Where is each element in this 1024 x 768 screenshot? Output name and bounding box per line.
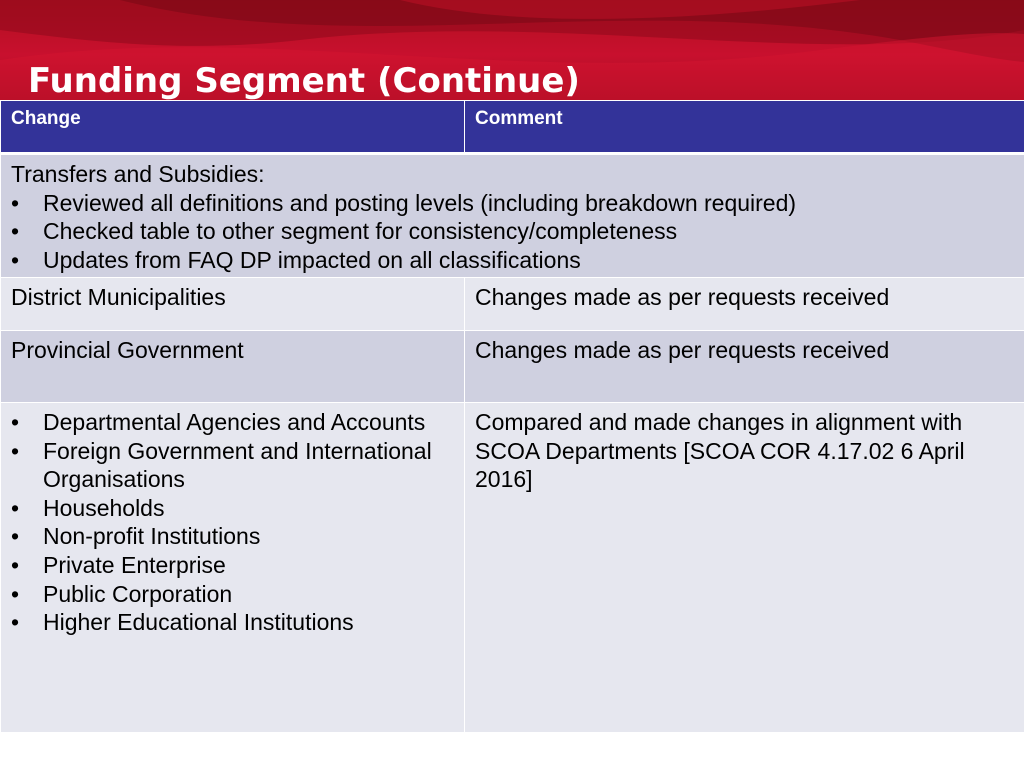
transfers-bullet-list	[11, 189, 1014, 275]
header-change: Change	[1, 101, 465, 154]
table-header-row	[1, 101, 1024, 154]
list-item: • Departmental Agencies and Accounts	[11, 408, 454, 437]
cell-comment-district: Changes made as per requests received	[465, 278, 1024, 331]
list-item: • Higher Educational Institutions	[11, 608, 454, 637]
table-row-transfers	[1, 154, 1024, 278]
list-item: • Households	[11, 494, 454, 523]
cell-change-provincial: Provincial Government	[1, 331, 465, 403]
list-item: • Private Enterprise	[11, 551, 454, 580]
table-row-departments	[1, 403, 1024, 733]
cell-comment-provincial: Changes made as per requests received	[465, 331, 1024, 403]
list-item: • Updates from FAQ DP impacted on all classifications	[11, 246, 1014, 275]
list-item: • Checked table to other segment for consistency/completeness	[11, 217, 1014, 246]
cell-transfers	[1, 154, 1024, 278]
cell-comment-departments: Compared and made changes in alignment with SCOA Departments [SCOA COR 4.17.02 6 April 2016]	[465, 403, 1024, 733]
table-row-provincial	[1, 331, 1024, 403]
list-item: • Foreign Government and International Organisations	[11, 437, 454, 494]
header-comment: Comment	[465, 101, 1024, 154]
list-item: • Reviewed all definitions and posting levels (including breakdown required)	[11, 189, 1014, 218]
list-item: • Public Corporation	[11, 580, 454, 609]
table-row-district	[1, 278, 1024, 331]
transfers-heading: Transfers and Subsidies:	[11, 161, 265, 187]
cell-change-district: District Municipalities	[1, 278, 465, 331]
slide-title: Funding Segment (Continue)	[28, 61, 580, 101]
departments-bullet-list	[11, 408, 454, 637]
funding-table-container	[0, 100, 1024, 733]
cell-change-departments	[1, 403, 465, 733]
funding-table	[0, 100, 1024, 733]
list-item: • Non-profit Institutions	[11, 522, 454, 551]
